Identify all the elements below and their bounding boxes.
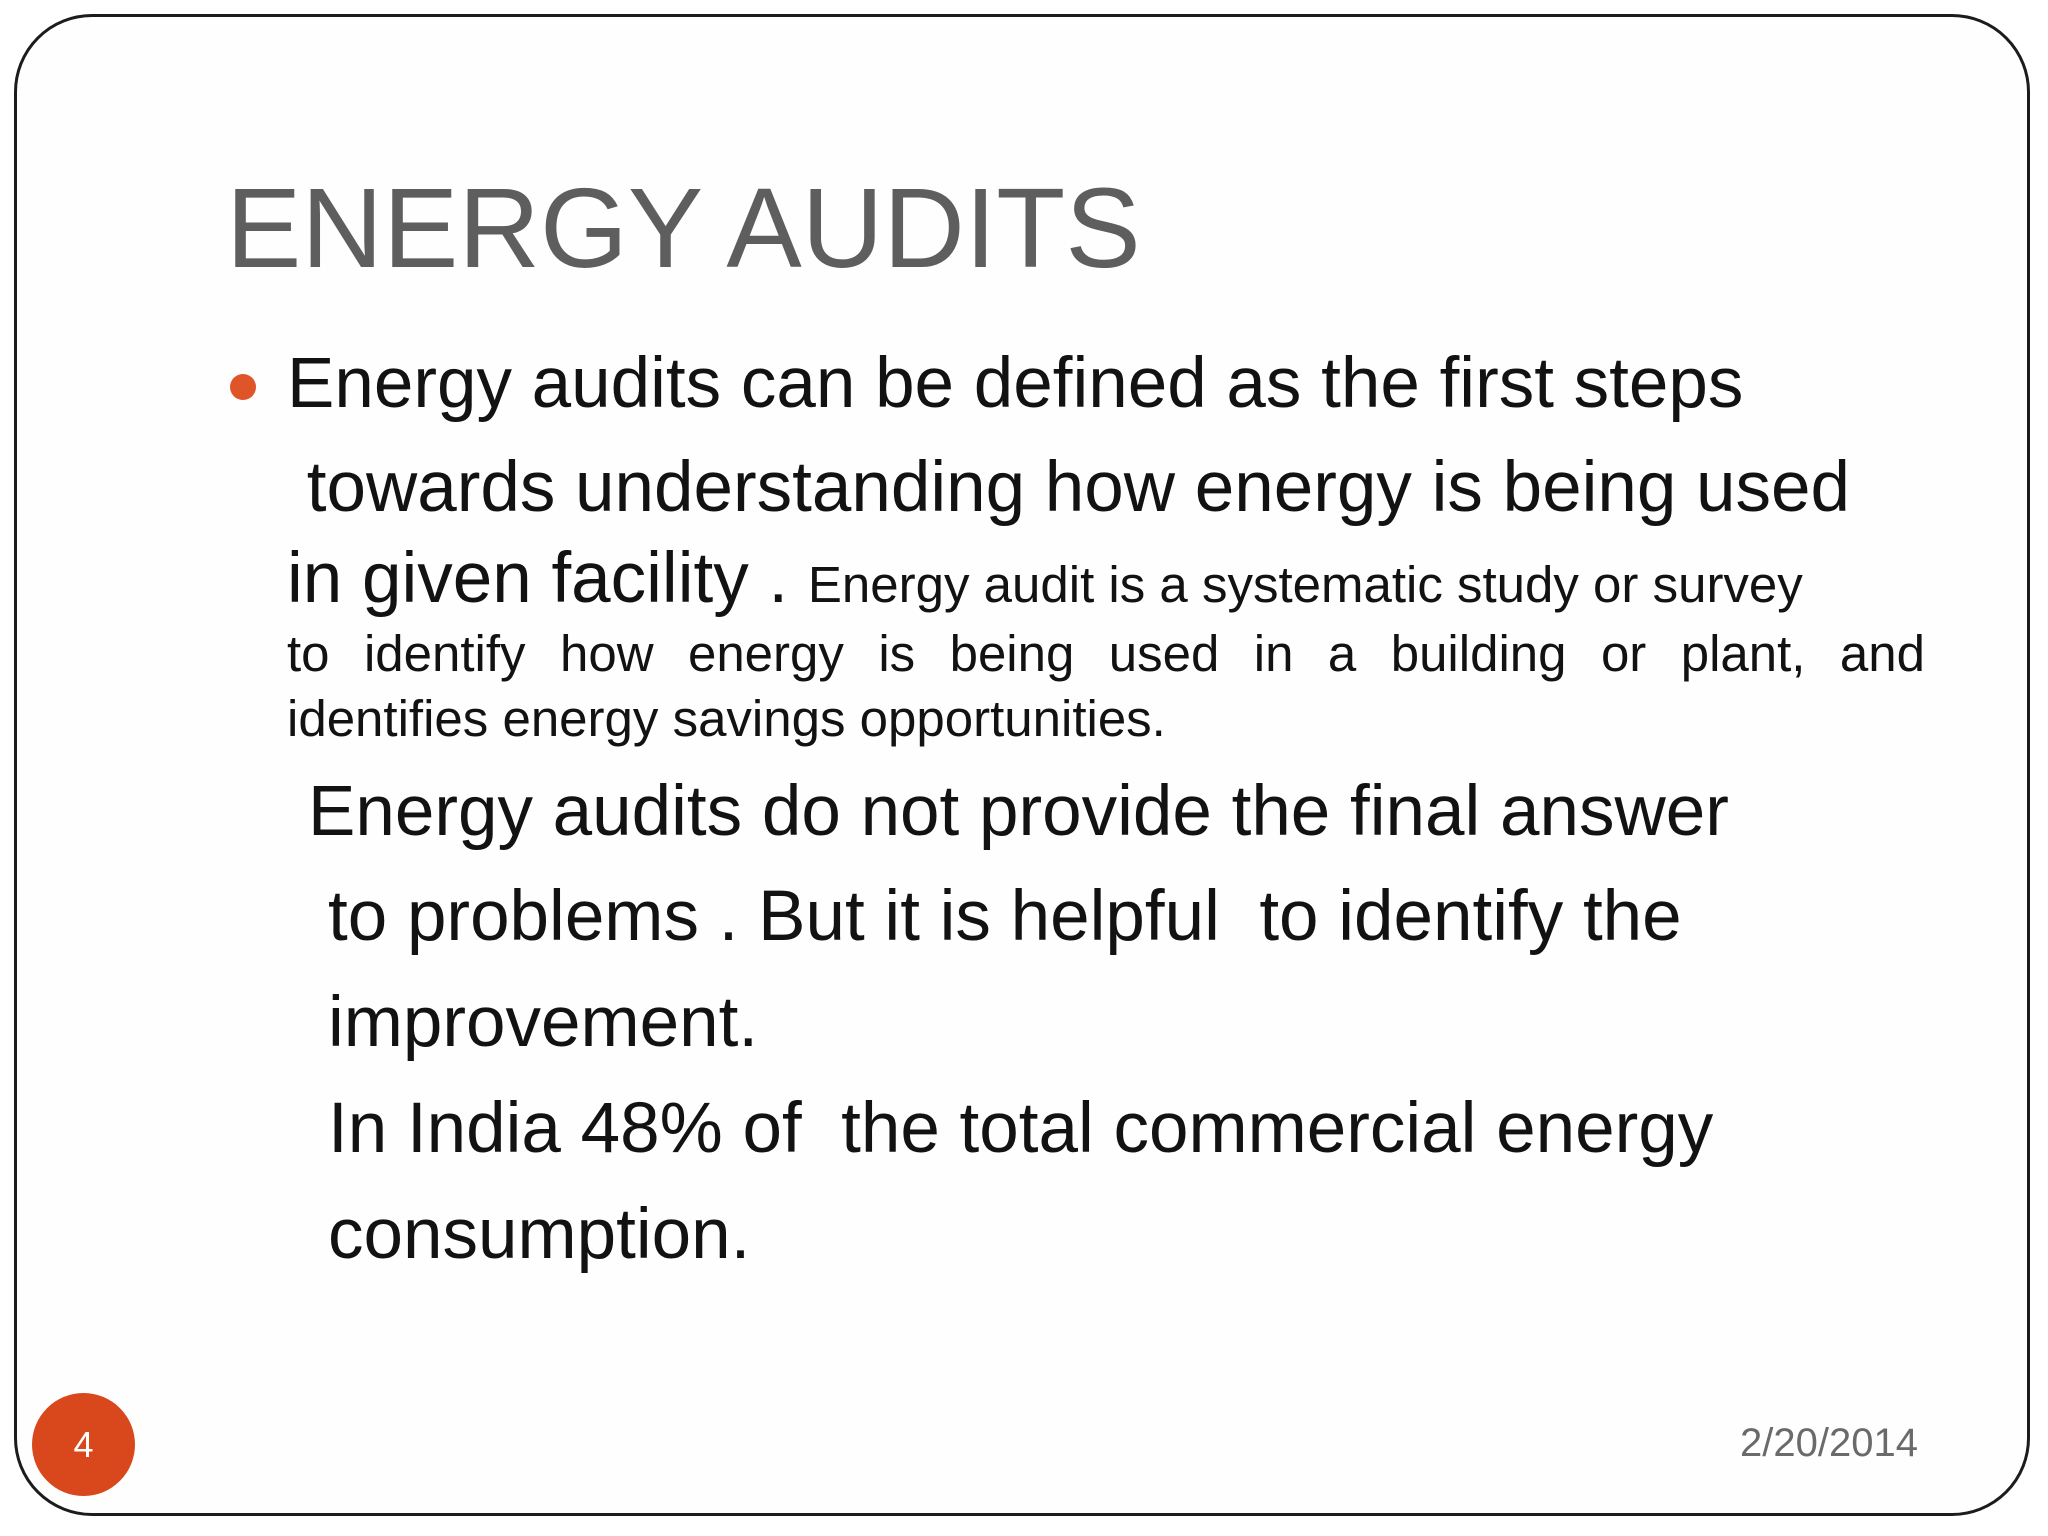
paragraph-2-line-4: In India 48% of the total commercial energy xyxy=(328,1089,1714,1168)
bullet-dot-icon xyxy=(230,374,256,400)
page-number-badge: 4 xyxy=(32,1393,135,1496)
slide-date: 2/20/2014 xyxy=(1740,1421,1918,1465)
bullet-line-3-large-text: in given facility . xyxy=(287,539,808,618)
bullet-line-4: to identify how energy is being used in a building or plant, and xyxy=(287,625,1925,682)
bullet-line-2: towards understanding how energy is being used xyxy=(287,448,1851,527)
slide-title: ENERGY AUDITS xyxy=(226,165,1141,291)
paragraph-2-line-2: to problems . But it is helpful to identify the xyxy=(328,877,1682,956)
bullet-line-1: Energy audits can be defined as the first steps xyxy=(287,344,1744,423)
bullet-line-5: identifies energy savings opportunities. xyxy=(287,690,1166,747)
paragraph-2-line-1: Energy audits do not provide the final answer xyxy=(308,772,1729,851)
bullet-line-3 xyxy=(287,538,1803,620)
paragraph-2-line-3: improvement. xyxy=(328,983,759,1062)
bullet-line-3-small-text: Energy audit is a systematic study or survey xyxy=(807,556,1803,613)
paragraph-2-line-5: consumption. xyxy=(328,1195,751,1274)
